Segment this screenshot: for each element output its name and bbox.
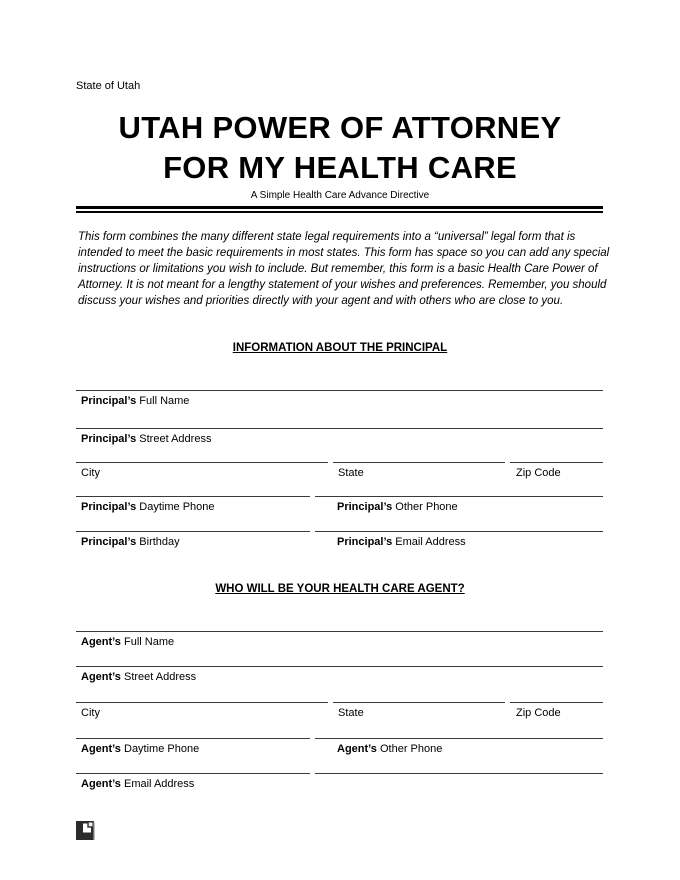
agent-state-field[interactable] bbox=[333, 702, 505, 738]
field-label bbox=[315, 739, 603, 755]
label-owner: Principal’s bbox=[81, 536, 137, 548]
principal-birthday-email-row bbox=[76, 531, 603, 553]
principal-state-field[interactable] bbox=[333, 462, 505, 496]
label-text: Street Address bbox=[120, 671, 197, 683]
document-subtitle: A Simple Health Care Advance Directive bbox=[250, 190, 430, 201]
principal-city-field[interactable] bbox=[76, 462, 328, 496]
state-label: State of Utah bbox=[76, 80, 141, 92]
principal-fields bbox=[76, 390, 603, 553]
label-owner: Principal’s bbox=[81, 501, 137, 513]
principal-email-field[interactable] bbox=[315, 531, 603, 553]
field-label bbox=[76, 497, 310, 513]
title-line-1: UTAH POWER OF ATTORNEY bbox=[118, 110, 562, 145]
agent-zip-field[interactable] bbox=[510, 702, 603, 738]
intro-line: intended to meet the basic requirements in most states. This form has space so you can add any special bbox=[78, 247, 610, 259]
agent-street-address-row bbox=[76, 666, 603, 702]
field-label bbox=[76, 391, 603, 407]
label-owner: Principal’s bbox=[337, 536, 393, 548]
agent-full-name-field[interactable] bbox=[76, 631, 603, 666]
field-label bbox=[76, 532, 310, 548]
label-text: Daytime Phone bbox=[136, 501, 215, 513]
principal-phones-row bbox=[76, 496, 603, 531]
agent-phones-row bbox=[76, 738, 603, 773]
field-label bbox=[76, 774, 310, 790]
intro-line: Attorney. It is not meant for a lengthy statement of your wishes and preferences. Remember, you should bbox=[78, 279, 607, 291]
label-owner: Principal’s bbox=[81, 433, 137, 445]
principal-street-address-row bbox=[76, 428, 603, 462]
label-owner: Principal’s bbox=[81, 395, 137, 407]
agent-email-blank-cell[interactable] bbox=[315, 773, 603, 795]
document-title bbox=[0, 108, 680, 188]
agent-fields bbox=[76, 631, 603, 795]
field-label bbox=[76, 429, 603, 445]
principal-birthday-field[interactable] bbox=[76, 531, 310, 553]
label-text: Birthday bbox=[136, 536, 180, 548]
principal-zip-field[interactable] bbox=[510, 462, 603, 496]
principal-other-phone-field[interactable] bbox=[315, 496, 603, 531]
label-text: Full Name bbox=[136, 395, 190, 407]
agent-email-row bbox=[76, 773, 603, 795]
agent-daytime-phone-field[interactable] bbox=[76, 738, 310, 773]
intro-line: discuss your wishes and priorities directly with your agent and with others who are close to you. bbox=[78, 295, 564, 307]
field-label: State bbox=[338, 707, 364, 719]
label-owner: Agent’s bbox=[81, 636, 121, 648]
intro-line: instructions or limitations you wish to include. But remember, this form is a basic Health Care Power of bbox=[78, 263, 598, 275]
principal-section-heading: INFORMATION ABOUT THE PRINCIPAL bbox=[232, 342, 448, 354]
field-label: Zip Code bbox=[516, 707, 561, 719]
principal-city-state-zip-row bbox=[76, 462, 603, 496]
principal-full-name-field[interactable] bbox=[76, 390, 603, 428]
label-owner: Agent’s bbox=[81, 671, 121, 683]
header-divider bbox=[76, 206, 603, 213]
title-line-2: FOR MY HEALTH CARE bbox=[163, 150, 517, 185]
intro-line: This form combines the many different state legal requirements into a “universal” legal form that is bbox=[78, 231, 576, 243]
field-label bbox=[315, 532, 603, 548]
legal-templates-logo bbox=[76, 821, 95, 840]
label-text: Other Phone bbox=[376, 743, 443, 755]
label-text: Email Address bbox=[120, 778, 195, 790]
label-owner: Principal’s bbox=[337, 501, 393, 513]
label-owner: Agent’s bbox=[337, 743, 377, 755]
field-label bbox=[76, 739, 310, 755]
agent-other-phone-field[interactable] bbox=[315, 738, 603, 773]
agent-city-field[interactable] bbox=[76, 702, 328, 738]
agent-full-name-row bbox=[76, 631, 603, 666]
agent-email-field[interactable] bbox=[76, 773, 310, 795]
principal-daytime-phone-field[interactable] bbox=[76, 496, 310, 531]
field-label: City bbox=[81, 467, 100, 479]
field-label bbox=[315, 497, 603, 513]
field-label: City bbox=[81, 707, 100, 719]
agent-city-state-zip-row bbox=[76, 702, 603, 738]
principal-full-name-row bbox=[76, 390, 603, 428]
agent-street-address-field[interactable] bbox=[76, 666, 603, 702]
label-owner: Agent’s bbox=[81, 778, 121, 790]
field-label bbox=[76, 667, 603, 683]
field-label: Zip Code bbox=[516, 467, 561, 479]
label-owner: Agent’s bbox=[81, 743, 121, 755]
label-text: Email Address bbox=[392, 536, 466, 548]
agent-section-heading: WHO WILL BE YOUR HEALTH CARE AGENT? bbox=[215, 583, 465, 595]
label-text: Street Address bbox=[136, 433, 212, 445]
intro-paragraph bbox=[78, 229, 638, 309]
field-label: State bbox=[338, 467, 364, 479]
label-text: Other Phone bbox=[392, 501, 458, 513]
principal-street-address-field[interactable] bbox=[76, 428, 603, 462]
label-text: Daytime Phone bbox=[120, 743, 200, 755]
logo-icon bbox=[76, 821, 95, 840]
field-label bbox=[76, 632, 603, 648]
label-text: Full Name bbox=[120, 636, 175, 648]
